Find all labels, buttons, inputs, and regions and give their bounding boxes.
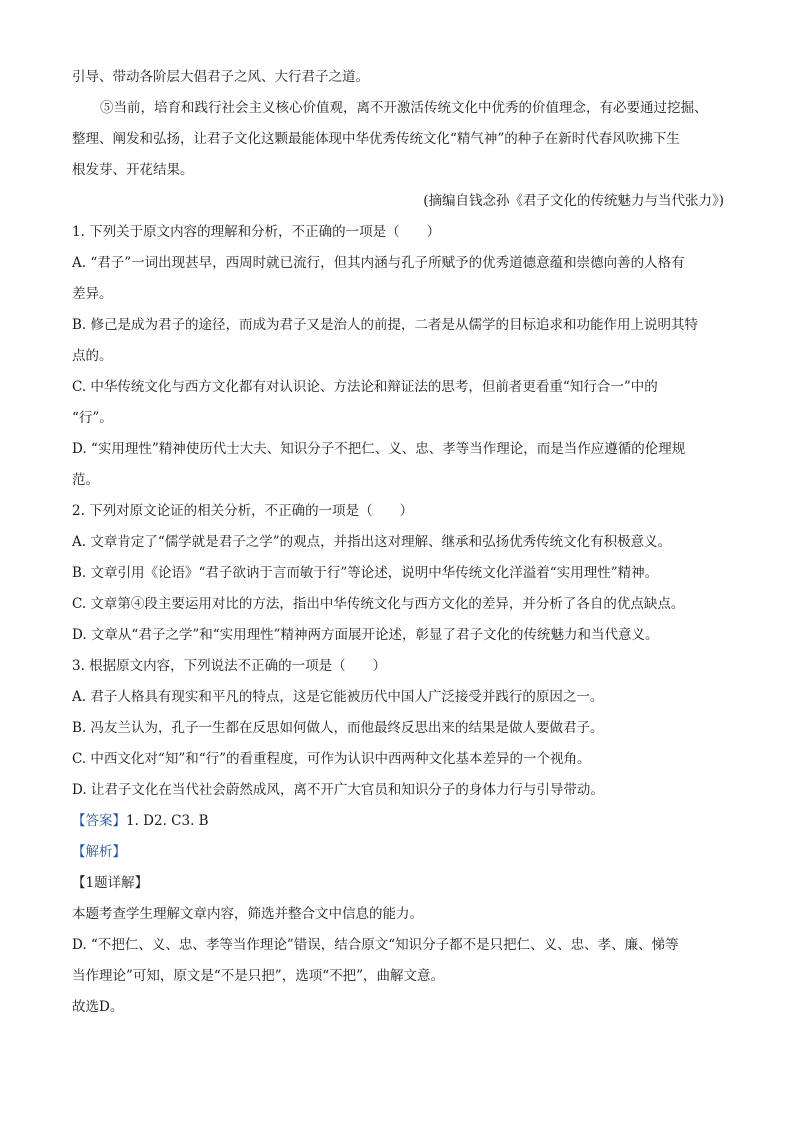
- analysis-line3: 当作理论”可知，原文是“不是只把”，选项“不把”，曲解文意。: [72, 968, 445, 984]
- document-page: [72, 62, 724, 1023]
- analysis-label: 【解析】: [72, 844, 126, 860]
- q1-option-a-line2: 差异。: [72, 286, 113, 302]
- analysis-line2: D. “不把仁、义、忠、孝等当作理论”错误，结合原文“知识分子都不是只把仁、义、忠、孝、廉、悌等: [72, 937, 679, 953]
- q2-stem: 2. 下列对原文论证的相关分析，不正确的一项是（ ）: [72, 503, 414, 519]
- q2-option-d: D. 文章从“君子之学”和“实用理性”精神两方面展开论述，彰显了君子文化的传统魅力和当代意义。: [72, 627, 659, 643]
- passage-source: (摘编自钱念孙《君子文化的传统魅力与当代张力》): [423, 193, 724, 209]
- passage-p5-line2: 整理、阐发和弘扬，让君子文化这颗最能体现中华优秀传统文化“精气神”的种子在新时代春风吹拂下生: [72, 131, 680, 147]
- q1-option-a-line1: A. “君子”一词出现甚早，西周时就已流行，但其内涵与孔子所赋予的优秀道德意蕴和崇德向善的人格有: [72, 255, 685, 271]
- q2-option-a: A. 文章肯定了“儒学就是君子之学”的观点，并指出这对理解、继承和弘扬优秀传统文化有积极意义。: [72, 534, 672, 550]
- analysis-sub-label: 【1题详解】: [72, 875, 149, 891]
- q1-stem: 1. 下列关于原文内容的理解和分析，不正确的一项是（ ）: [72, 224, 441, 240]
- answer-text: 1. D2. C3. B: [126, 813, 209, 829]
- q1-option-b-line2: 点的。: [72, 348, 113, 364]
- q3-option-c: C. 中西文化对“知”和“行”的看重程度，可作为认识中西两种文化基本差异的一个视角。: [72, 751, 591, 767]
- q1-option-c-line1: C. 中华传统文化与西方文化都有对认识论、方法论和辩证法的思考，但前者更看重“知行合一”中的: [72, 379, 658, 395]
- q3-option-b: B. 冯友兰认为，孔子一生都在反思如何做人，而他最终反思出来的结果是做人要做君子。: [72, 720, 604, 736]
- q3-option-d: D. 让君子文化在当代社会蔚然成风，离不开广大官员和知识分子的身体力行与引导带动。: [72, 782, 604, 798]
- answer-label: 【答案】: [72, 813, 126, 829]
- passage-p4-tail: 引导、带动各阶层大倡君子之风、大行君子之道。: [72, 69, 369, 85]
- q1-option-d-line2: 范。: [72, 472, 99, 488]
- q1-option-c-line2: “行”。: [72, 410, 113, 426]
- q3-option-a: A. 君子人格具有现实和平凡的特点，这是它能被历代中国人广泛接受并践行的原因之一。: [72, 689, 604, 705]
- answer-line: [72, 806, 724, 837]
- q2-option-c: C. 文章第④段主要运用对比的方法，指出中华传统文化与西方文化的差异，并分析了各自的优点缺点。: [72, 596, 685, 612]
- passage-p5-line3: 根发芽、开花结果。: [72, 162, 194, 178]
- q2-option-b: B. 文章引用《论语》“君子欲讷于言而敏于行”等论述，说明中华传统文化洋溢着“实用理性”精神。: [72, 565, 659, 581]
- analysis-line4: 故选D。: [72, 999, 124, 1015]
- q3-stem: 3. 根据原文内容，下列说法不正确的一项是（ ）: [72, 658, 387, 674]
- q1-option-d-line1: D. “实用理性”精神使历代士大夫、知识分子不把仁、义、忠、孝等当作理论，而是当作应遵循的伦理规: [72, 441, 686, 457]
- analysis-line1: 本题考查学生理解文章内容，筛选并整合文中信息的能力。: [72, 906, 423, 922]
- q1-option-b-line1: B. 修己是成为君子的途径，而成为君子又是治人的前提，二者是从儒学的目标追求和功能作用上说明其特: [72, 317, 699, 333]
- passage-p5-line1: ⑤当前，培育和践行社会主义核心价值观，离不开激活传统文化中优秀的价值理念，有必要通过挖掘、: [100, 100, 708, 116]
